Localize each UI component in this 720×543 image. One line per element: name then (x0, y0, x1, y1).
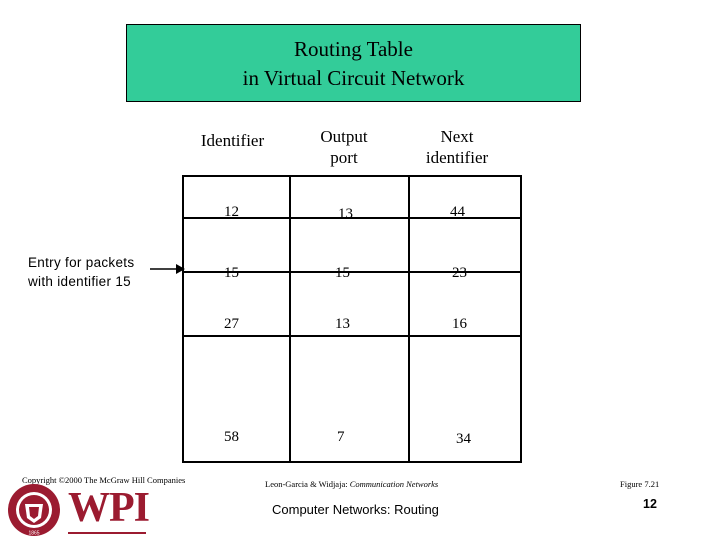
citation-text: Leon-Garcia & Widjaja: Communication Networks (265, 479, 439, 489)
wpi-wordmark: WPI (68, 485, 149, 531)
wpi-seal-icon (6, 482, 62, 538)
wpi-underline (68, 532, 146, 534)
routing-table (182, 175, 522, 463)
table-border-right (520, 175, 522, 463)
figure-label: Figure 7.21 (620, 479, 660, 489)
wpi-logo (6, 482, 156, 538)
cell-next-identifier: 23 (452, 265, 467, 281)
page-number: 12 (643, 497, 657, 511)
arrow-right-icon (150, 262, 186, 276)
table-column-divider (408, 175, 410, 463)
table-border-top (182, 175, 522, 177)
cell-output-port: 13 (338, 206, 353, 222)
header-identifier: Identifier (200, 131, 265, 150)
svg-text:1865: 1865 (28, 530, 40, 537)
cell-identifier: 12 (224, 204, 239, 220)
title-line-1: Routing Table (294, 37, 413, 61)
cell-identifier: 58 (224, 429, 239, 445)
table-border-left (182, 175, 184, 463)
copyright-text: Copyright ©2000 The McGraw Hill Companies (22, 475, 186, 485)
title-box (126, 24, 581, 102)
cell-output-port: 13 (335, 316, 350, 332)
title-line-2: in Virtual Circuit Network (242, 66, 465, 90)
cell-output-port: 7 (337, 429, 345, 445)
table-border-bottom (182, 461, 522, 463)
header-output-port: Output port (320, 127, 368, 167)
cell-output-port: 15 (335, 265, 350, 281)
header-next-identifier: Next identifier (425, 127, 489, 167)
entry-annotation: Entry for packets with identifier 15 (28, 255, 135, 289)
cell-next-identifier: 34 (456, 431, 471, 447)
cell-next-identifier: 44 (450, 204, 465, 220)
course-title: Computer Networks: Routing (272, 502, 439, 517)
table-row-divider (182, 335, 522, 337)
cell-next-identifier: 16 (452, 316, 467, 332)
cell-identifier: 27 (224, 316, 239, 332)
table-column-divider (289, 175, 291, 463)
cell-identifier: 15 (224, 265, 239, 281)
